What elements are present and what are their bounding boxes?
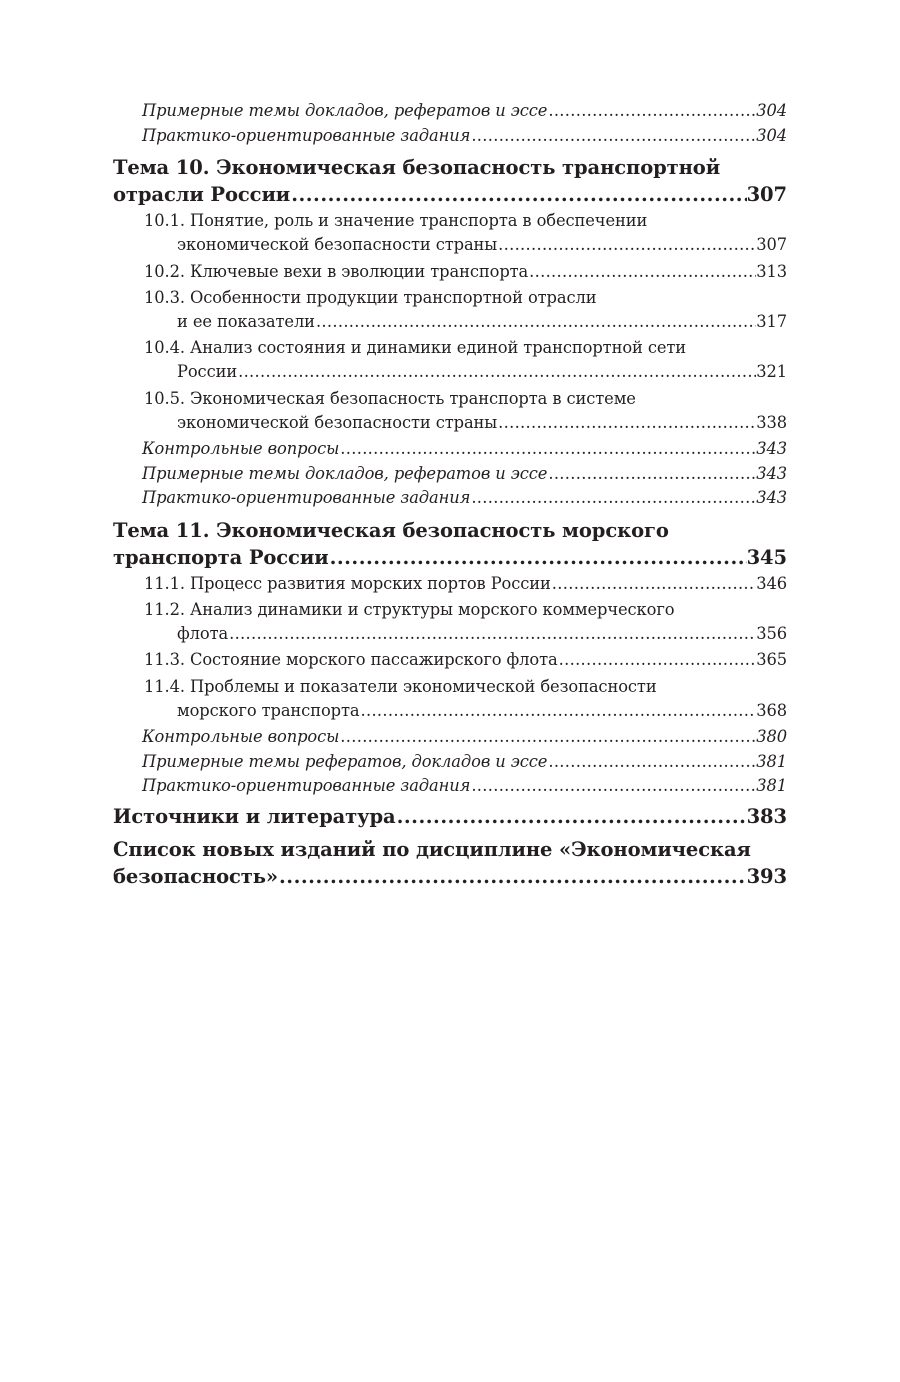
dot-leader [547, 462, 756, 487]
toc-entry-essay-topics[interactable] [113, 99, 787, 124]
toc-page-number: 304 [756, 125, 787, 145]
toc-section-title-line1: 11.2. Анализ динамики и структуры морского коммерческого [144, 600, 675, 619]
toc-topic-title-line2: транспорта России [113, 545, 329, 569]
toc-section-title-line1: 11.4. Проблемы и показатели экономической безопасности [144, 676, 657, 696]
dot-leader [290, 181, 746, 208]
dot-leader [329, 544, 747, 571]
toc-topic-10[interactable] [113, 154, 787, 208]
toc-section-title-line2: флота [177, 624, 229, 644]
toc-section-title-line1: 10.4. Анализ состояния и динамики единой транспортной сети [144, 338, 687, 358]
toc-topic-title-line1: Список новых изданий по дисциплине «Экономическая [113, 837, 751, 861]
toc-topic-title: Источники и литература [113, 804, 396, 828]
toc-page-number: 321 [756, 362, 787, 382]
toc-entry-title: Практико-ориентированные задания [142, 776, 471, 796]
dot-leader [497, 233, 756, 257]
toc-page-number: 383 [746, 804, 787, 828]
toc-section-10-4[interactable] [113, 336, 787, 384]
toc-section-title-line2: экономической безопасности страны [177, 412, 498, 432]
toc-entry-essay-topics[interactable] [113, 462, 787, 487]
dot-leader [339, 725, 756, 750]
toc-section-title-line2: и ее показатели [177, 312, 315, 331]
toc-entry-practice-tasks[interactable] [113, 774, 787, 799]
toc-page-number: 393 [746, 864, 787, 888]
toc-section-10-2[interactable] [113, 260, 787, 284]
dot-leader [551, 572, 756, 596]
dot-leader [228, 622, 756, 646]
table-of-contents [113, 99, 787, 891]
toc-section-title-line1: 10.5. Экономическая безопасность транспорта в системе [144, 388, 636, 408]
toc-section-title-line2: России [177, 362, 238, 382]
dot-leader [339, 437, 756, 462]
toc-page-number: 345 [746, 545, 787, 569]
toc-section-title-line2: экономической безопасности страны [177, 235, 498, 255]
toc-entry-essay-topics[interactable] [113, 750, 787, 775]
toc-entry-title: Примерные темы докладов, рефератов и эссе [142, 101, 548, 120]
toc-section-title: 10.2. Ключевые вехи в эволюции транспорта [144, 261, 529, 281]
toc-section-title: 11.3. Состояние морского пассажирского флота [144, 650, 558, 670]
toc-page-number: 365 [756, 650, 787, 670]
toc-page-number: 304 [756, 101, 787, 120]
toc-page-number: 380 [756, 727, 787, 747]
toc-page-number: 343 [756, 463, 787, 483]
toc-page-number: 381 [756, 776, 787, 796]
toc-page-number: 338 [756, 412, 787, 432]
dot-leader [360, 699, 757, 723]
toc-entry-title: Контрольные вопросы [142, 439, 340, 459]
toc-entry-title: Практико-ориентированные задания [142, 488, 471, 508]
dot-leader [470, 486, 756, 511]
toc-section-title-line1: 10.3. Особенности продукции транспортной отрасли [144, 287, 597, 307]
toc-page-number: 307 [746, 183, 787, 207]
dot-leader [278, 863, 747, 890]
toc-section-11-2[interactable] [113, 598, 787, 646]
toc-page-number: 313 [756, 261, 787, 281]
toc-section-title-line1: 10.1. Понятие, роль и значение транспорта в обеспечении [144, 211, 648, 231]
dot-leader [528, 260, 756, 284]
toc-topic-11[interactable] [113, 517, 787, 571]
toc-page-number: 307 [756, 235, 787, 255]
dot-leader [396, 803, 747, 830]
toc-new-editions[interactable] [113, 836, 787, 890]
toc-entry-title: Практико-ориентированные задания [142, 125, 471, 145]
toc-entry-practice-tasks[interactable] [113, 124, 787, 149]
dot-leader [470, 774, 756, 799]
toc-page-number: 343 [756, 488, 787, 508]
dot-leader [470, 124, 756, 149]
toc-entry-control-questions[interactable] [113, 725, 787, 750]
toc-page-number: 317 [756, 312, 787, 331]
toc-section-title-line2: морского транспорта [177, 700, 360, 720]
toc-page-number: 368 [756, 700, 787, 720]
dot-leader [547, 750, 756, 775]
toc-section-11-1[interactable] [113, 572, 787, 596]
toc-entry-title: Примерные темы докладов, рефератов и эссе [142, 463, 548, 483]
toc-entry-title: Примерные темы рефератов, докладов и эссе [142, 751, 548, 771]
dot-leader [237, 360, 756, 384]
toc-sources[interactable] [113, 803, 787, 830]
toc-page-number: 381 [756, 751, 787, 771]
toc-page-number: 343 [756, 439, 787, 459]
toc-section-10-5[interactable] [113, 387, 787, 435]
toc-page-number: 346 [756, 573, 787, 593]
toc-topic-title-line1: Тема 10. Экономическая безопасность транспортной [113, 156, 721, 180]
toc-section-10-1[interactable] [113, 209, 787, 257]
toc-section-11-4[interactable] [113, 675, 787, 723]
toc-topic-title-line2: отрасли России [113, 183, 291, 207]
toc-page-number: 356 [756, 624, 787, 644]
dot-leader [558, 648, 757, 672]
toc-topic-title-line2: безопасность» [113, 864, 279, 888]
toc-section-11-3[interactable] [113, 648, 787, 672]
toc-entry-title: Контрольные вопросы [142, 727, 340, 747]
toc-entry-control-questions[interactable] [113, 437, 787, 462]
toc-entry-practice-tasks[interactable] [113, 486, 787, 511]
dot-leader [547, 99, 756, 124]
toc-topic-title-line1: Тема 11. Экономическая безопасность морского [113, 518, 669, 542]
toc-section-title: 11.1. Процесс развития морских портов России [144, 573, 551, 593]
toc-section-10-3[interactable] [113, 286, 787, 334]
dot-leader [315, 310, 756, 334]
dot-leader [497, 411, 756, 435]
